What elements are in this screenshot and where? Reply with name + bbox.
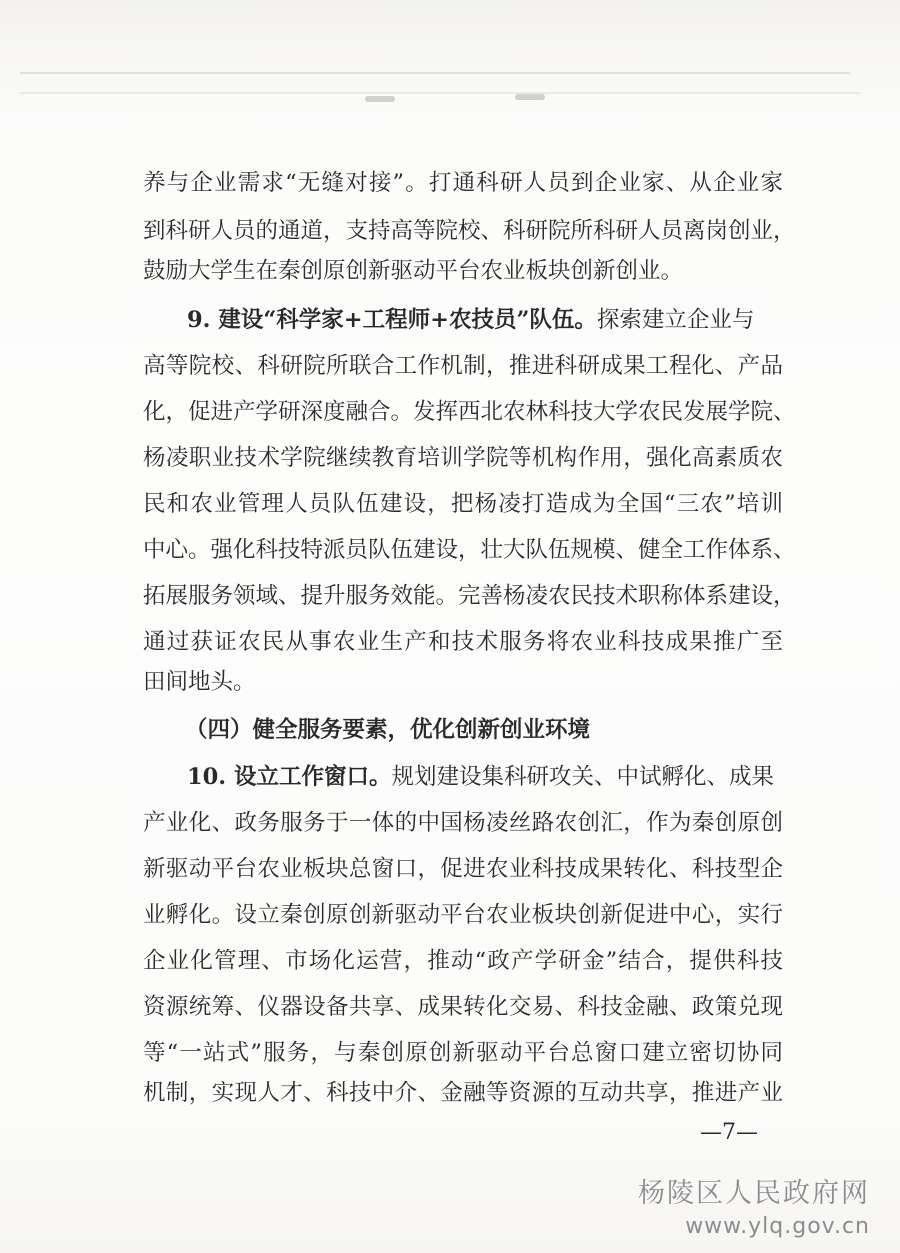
text-line: 机制，实现人才、科技中介、金融等资源的互动共享，推进产业	[143, 1080, 783, 1106]
scan-artifact-line	[20, 92, 860, 94]
section-9-line	[187, 303, 783, 337]
text-line: 通过获证农民从事农业生产和技术服务将农业科技成果推广至	[143, 629, 783, 655]
text-line: 田间地头。	[143, 669, 256, 695]
section-10-heading: 10. 设立工作窗口。	[187, 764, 392, 790]
section-9-heading: 9. 建设“科学家+工程师+农技员”队伍。	[187, 307, 597, 333]
section-10-line	[187, 760, 783, 794]
text-line: 拓展服务领域、提升服务效能。完善杨凌农民技术职称体系建设，	[143, 583, 796, 609]
text-line: 高等院校、科研院所联合工作机制，推进科研成果工程化、产品	[143, 353, 783, 379]
text-line: 养与企业需求“无缝对接”。打通科研人员到企业家、从企业家	[143, 170, 783, 196]
watermark-title: 杨陵区人民政府网	[638, 1178, 870, 1209]
text-line: 鼓励大学生在秦创原创新驱动平台农业板块创新创业。	[143, 258, 684, 284]
text-line: 新驱动平台农业板块总窗口，促进农业科技成果转化、科技型企	[143, 856, 783, 882]
page-number: —7—	[700, 1120, 758, 1145]
text-line: 业孵化。设立秦创原创新驱动平台农业板块创新促进中心，实行	[143, 902, 783, 928]
scan-artifact-line	[20, 72, 850, 74]
section-heading: （四）健全服务要素，优化创新创业环境	[185, 717, 591, 743]
text-line: 等“一站式”服务，与秦创原创新驱动平台总窗口建立密切协同	[143, 1040, 783, 1066]
text-line: 企业化管理、市场化运营，推动“政产学研金”结合，提供科技	[143, 948, 783, 974]
site-watermark	[638, 1176, 870, 1242]
scan-artifact-mark	[365, 96, 395, 102]
text-line: 化，促进产学研深度融合。发挥西北农林科技大学农民发展学院、	[143, 399, 796, 425]
text-line: 资源统筹、仪器设备共享、成果转化交易、科技金融、政策兑现	[143, 994, 783, 1020]
text-line: 杨凌职业技术学院继续教育培训学院等机构作用，强化高素质农	[143, 445, 783, 471]
text-line: 中心。强化科技特派员队伍建设，壮大队伍规模、健全工作体系、	[143, 537, 796, 563]
section-10-text: 规划建设集科研攻关、中试孵化、成果	[391, 764, 774, 790]
section-9-text: 探索建立企业与	[596, 307, 755, 333]
text-line: 产业化、政务服务于一体的中国杨凌丝路农创汇，作为秦创原创	[143, 810, 783, 836]
text-line: 到科研人员的通道，支持高等院校、科研院所科研人员离岗创业，	[143, 218, 796, 244]
watermark-url: www.ylq.gov.cn	[685, 1214, 870, 1239]
text-line: 民和农业管理人员队伍建设，把杨凌打造成为全国“三农”培训	[143, 491, 783, 517]
scan-artifact-mark	[515, 94, 545, 100]
